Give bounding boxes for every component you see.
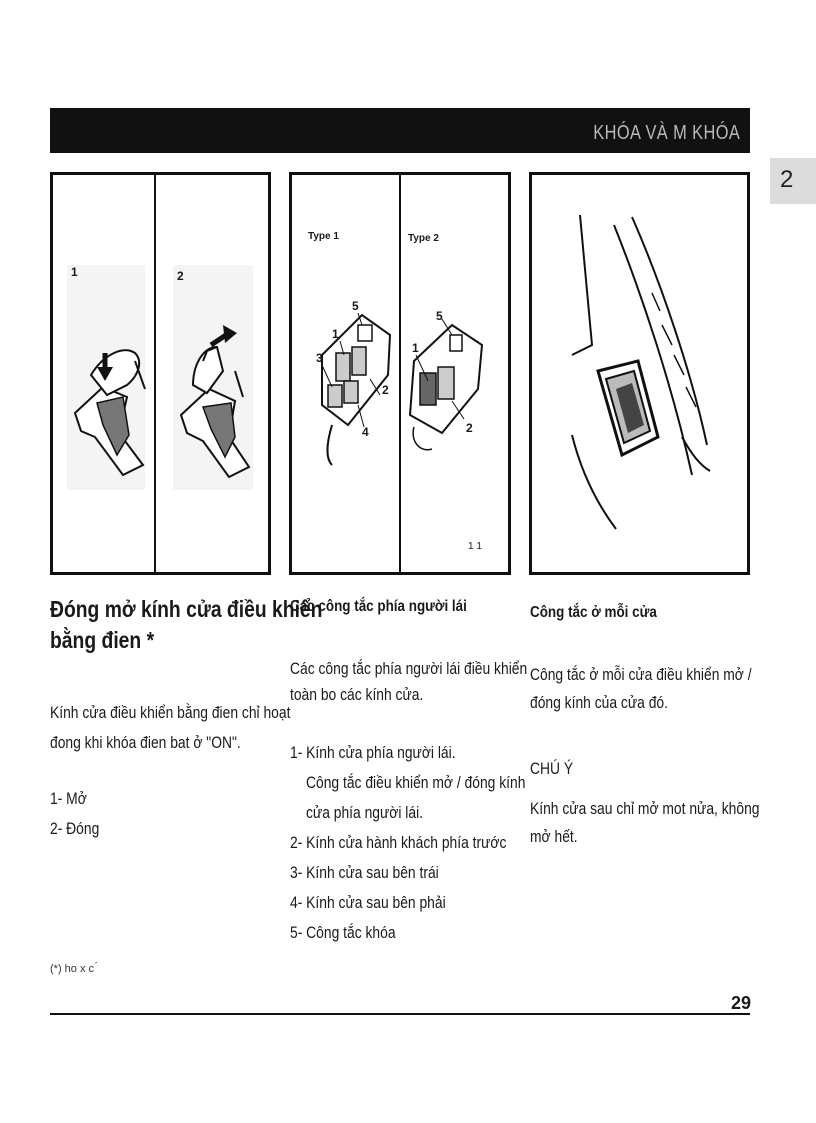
col2-intro-line2: toàn bo các kính cửa. xyxy=(290,686,424,704)
col1-paragraph-line2: đong khi khóa đien bat ở "ON". xyxy=(50,734,241,752)
callout-3-type1: 3 xyxy=(316,351,323,365)
switch-operation-illustration xyxy=(53,175,268,572)
chapter-tab xyxy=(770,158,816,204)
col2-item-2: 2- Kính cửa hành khách phía trước xyxy=(290,834,507,852)
section-title: KHÓA VÀ M KHÓA xyxy=(593,122,740,144)
col2-item-1-detail-line1: Công tắc điều khiển mở / đóng kính xyxy=(306,774,526,792)
col2-intro-line1: Các công tắc phía người lái điều khiển xyxy=(290,660,528,678)
col1-item-close: 2- Đóng xyxy=(50,820,100,838)
col2-item-1-detail-line2: cửa phía người lái. xyxy=(306,804,424,822)
col3-note-title: CHÚ Ý xyxy=(530,760,574,778)
section-header-bar xyxy=(50,108,750,153)
callout-2-type2: 2 xyxy=(466,421,473,435)
col2-item-4: 4- Kính cửa sau bên phải xyxy=(290,894,446,912)
door-switch-illustration xyxy=(532,175,747,572)
footnote: (*) ho x c ́ xyxy=(50,963,98,975)
col3-paragraph-line1: Công tắc ở mỗi cửa điều khiển mở / xyxy=(530,666,752,684)
col2-heading: Các công tắc phía người lái xyxy=(290,598,467,615)
bottom-rule xyxy=(50,1013,750,1015)
col1-paragraph-line1: Kính cửa điều khiển bằng đien chỉ hoạt xyxy=(50,704,291,722)
callout-2-type1: 2 xyxy=(382,383,389,397)
figure-label-close: 2 xyxy=(177,269,184,283)
col3-note-line1: Kính cửa sau chỉ mở mot nửa, không xyxy=(530,800,760,818)
col3-paragraph-line2: đóng kính của cửa đó. xyxy=(530,694,668,712)
figure-door-switch xyxy=(529,172,750,575)
callout-1-type2: 1 xyxy=(412,341,419,355)
type1-label: Type 1 xyxy=(308,231,339,242)
callout-4-type1: 4 xyxy=(362,425,369,439)
col1-heading-line1: Đóng mở kính cửa điều khiển xyxy=(50,596,323,622)
chapter-number: 2 xyxy=(780,166,794,193)
figure-driver-switches xyxy=(289,172,511,575)
col2-item-3: 3- Kính cửa sau bên trái xyxy=(290,864,439,882)
page-number: 29 xyxy=(731,993,752,1013)
callout-1-type1: 1 xyxy=(332,327,339,341)
figure-code: 1 1 xyxy=(468,541,482,552)
col2-item-5: 5- Công tắc khóa xyxy=(290,924,396,942)
figure-window-switch-operation xyxy=(50,172,271,575)
col1-item-open: 1- Mở xyxy=(50,790,87,808)
callout-5-type1: 5 xyxy=(352,299,359,313)
col1-heading-line2: bằng đien * xyxy=(50,627,155,653)
type2-label: Type 2 xyxy=(408,233,439,244)
col3-note-line2: mở hết. xyxy=(530,828,578,846)
callout-5-type2: 5 xyxy=(436,309,443,323)
col3-heading: Công tắc ở mỗi cửa xyxy=(530,604,657,621)
figure-label-open: 1 xyxy=(71,265,78,279)
col2-item-1: 1- Kính cửa phía người lái. xyxy=(290,744,456,762)
